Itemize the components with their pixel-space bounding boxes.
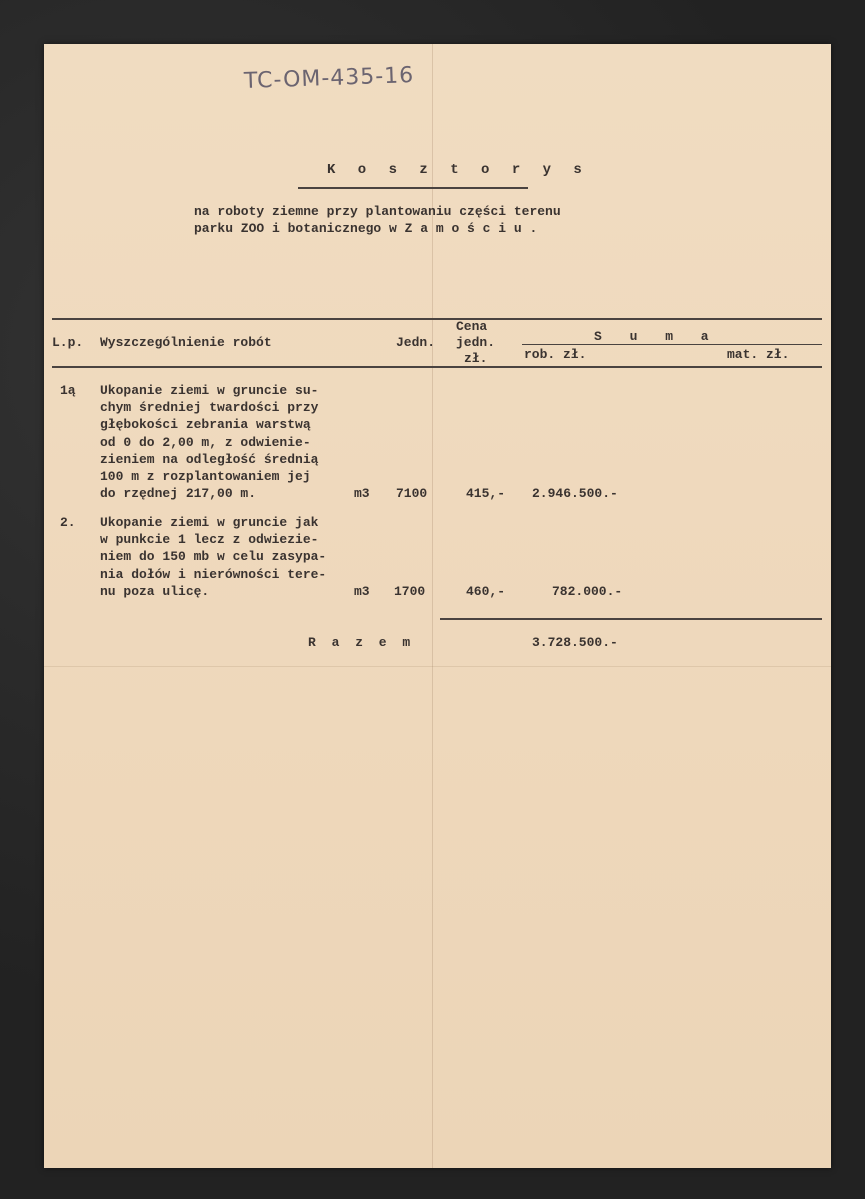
row-2-quantity: 1700 <box>394 584 426 599</box>
document-page <box>44 44 831 1168</box>
table-header-bottom-rule <box>52 366 822 368</box>
row-2-desc-line: niem do 150 mb w celu zasypa- <box>100 549 327 565</box>
header-sum: S u m a <box>594 329 719 344</box>
row-2-desc-line: nia dołów i nierówności tere- <box>100 566 327 582</box>
row-2-desc-line: nu poza ulicę. <box>100 583 210 599</box>
row-1-lp: 1ą <box>60 383 76 398</box>
header-description: Wyszczególnienie robót <box>100 335 272 350</box>
row-1-desc-line: 100 m z rozplantowaniem jej <box>100 469 311 485</box>
row-2-unit: m3 <box>354 584 370 599</box>
header-sum-labor: rob. zł. <box>524 347 587 362</box>
row-1-desc-line: zieniem na odległość średnią <box>100 451 319 467</box>
subtitle-line-2: parku ZOO i botanicznego w Z a m o ś c i u . <box>194 221 538 236</box>
row-2-sum-labor: 782.000.- <box>552 584 623 599</box>
row-1-desc-line: Ukopanie ziemi w gruncie su- <box>100 383 319 398</box>
header-unit: Jedn. <box>396 335 436 350</box>
header-sum-material: mat. zł. <box>727 347 790 362</box>
total-value: 3.728.500.- <box>532 635 618 650</box>
fold-line-horizontal <box>44 666 831 667</box>
total-rule <box>440 618 822 620</box>
row-1-unit: m3 <box>354 486 370 501</box>
row-1-desc-line: od 0 do 2,00 m, z odwienie- <box>100 434 311 450</box>
row-1-desc-line: do rzędnej 217,00 m. <box>100 486 257 502</box>
row-1-sum-labor: 2.946.500.- <box>532 486 618 501</box>
total-label: R a z e m <box>308 635 415 650</box>
row-1-quantity: 7100 <box>396 486 428 501</box>
header-lp: L.p. <box>52 335 84 350</box>
row-2-desc-line: Ukopanie ziemi w gruncie jak <box>100 515 319 530</box>
handwritten-reference: TC-OM-435-16 <box>243 63 415 94</box>
subtitle-line-1: na roboty ziemne przy plantowaniu części terenu <box>194 204 561 219</box>
row-1-description <box>100 382 318 502</box>
table-top-rule <box>52 318 822 320</box>
row-2-desc-line: w punkcie 1 lecz z odwiezie- <box>100 532 319 548</box>
title-underline <box>298 187 528 189</box>
row-1-desc-line: głębokości zebrania warstwą <box>100 417 311 433</box>
row-1-unit-price: 415,- <box>466 486 506 501</box>
row-2-lp: 2. <box>60 515 76 530</box>
header-price-line-3: zł. <box>464 351 488 366</box>
document-title: K o s z t o r y s <box>327 162 589 178</box>
header-price-line-1: Cena <box>456 319 488 334</box>
row-1-desc-line: chym średniej twardości przy <box>100 400 319 416</box>
row-2-description <box>100 514 326 600</box>
row-2-unit-price: 460,- <box>466 584 506 599</box>
header-price-line-2: jedn. <box>456 335 496 350</box>
